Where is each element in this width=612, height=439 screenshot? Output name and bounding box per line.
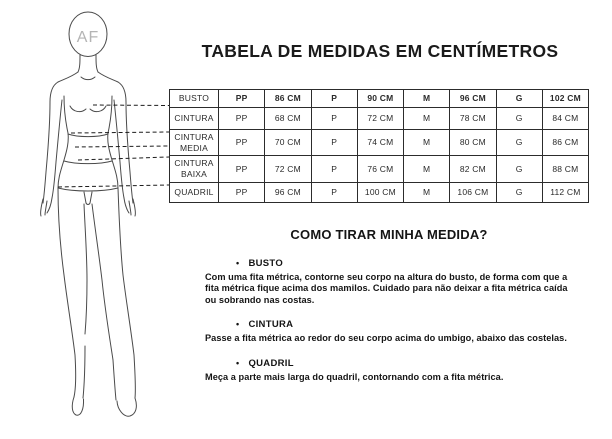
waist-guide-line xyxy=(71,132,169,133)
table-row-busto xyxy=(170,90,589,108)
row-label: CINTURA MEDIA xyxy=(170,130,219,156)
howto-item-cintura xyxy=(205,319,573,344)
value-cell: 96 CM xyxy=(265,183,311,203)
size-cell: P xyxy=(311,183,357,203)
value-cell: 88 CM xyxy=(542,156,588,183)
value-cell: 90 CM xyxy=(357,90,403,108)
value-cell: 82 CM xyxy=(450,156,496,183)
croquis-figure-illustration xyxy=(0,0,200,439)
howto-text: Meça a parte mais larga do quadril, contornando com a fita métrica. xyxy=(205,371,504,382)
howto-text: Com uma fita métrica, contorne seu corpo na altura do busto, de forma com que a fita métrica fique acima dos mamilos. Cuidado para não deixar a fita métrica caída ou sobrando nas costas. xyxy=(205,272,568,305)
size-cell: G xyxy=(496,183,542,203)
hip-guide-line xyxy=(58,185,169,187)
howto-term xyxy=(205,358,573,369)
value-cell: 72 CM xyxy=(265,156,311,183)
table-row-quadril xyxy=(170,183,589,203)
size-cell: M xyxy=(404,130,450,156)
size-cell: PP xyxy=(219,108,265,130)
value-cell: 70 CM xyxy=(265,130,311,156)
size-cell: G xyxy=(496,90,542,108)
howto-term-label: QUADRIL xyxy=(248,357,294,369)
size-cell: M xyxy=(404,183,450,203)
mid-waist-guide-line xyxy=(75,146,169,147)
value-cell: 100 CM xyxy=(357,183,403,203)
size-table-body xyxy=(170,90,589,203)
value-cell: 78 CM xyxy=(450,108,496,130)
measurement-guide-lines xyxy=(58,105,169,187)
size-cell: G xyxy=(496,156,542,183)
howto-term xyxy=(205,258,573,269)
value-cell: 68 CM xyxy=(265,108,311,130)
table-row-cintura xyxy=(170,108,589,130)
howto-term xyxy=(205,319,573,330)
value-cell: 86 CM xyxy=(542,130,588,156)
bust-guide-line xyxy=(93,105,169,106)
table-row-cintura-baixa xyxy=(170,156,589,183)
value-cell: 86 CM xyxy=(265,90,311,108)
value-cell: 112 CM xyxy=(542,183,588,203)
howto-item-busto xyxy=(205,258,573,306)
row-label: CINTURA xyxy=(170,108,219,130)
size-table xyxy=(169,89,589,203)
value-cell: 84 CM xyxy=(542,108,588,130)
low-waist-guide-line xyxy=(78,157,169,160)
bullet-icon: • xyxy=(236,319,240,330)
size-cell: G xyxy=(496,130,542,156)
brand-logo: AF xyxy=(76,29,100,46)
value-cell: 74 CM xyxy=(357,130,403,156)
howto-text: Passe a fita métrica ao redor do seu corpo acima do umbigo, abaixo das costelas. xyxy=(205,333,567,344)
howto-section xyxy=(205,227,573,383)
row-label: BUSTO xyxy=(170,90,219,108)
howto-heading: COMO TIRAR MINHA MEDIDA? xyxy=(290,227,488,242)
size-cell: G xyxy=(496,108,542,130)
howto-term-label: BUSTO xyxy=(248,258,284,269)
value-cell: 106 CM xyxy=(450,183,496,203)
howto-item-quadril xyxy=(205,358,573,383)
table-row-cintura-media xyxy=(170,130,589,156)
bullet-icon: • xyxy=(236,258,240,268)
size-cell: P xyxy=(311,130,357,156)
row-label: CINTURA BAIXA xyxy=(170,156,219,183)
value-cell: 76 CM xyxy=(357,156,403,183)
howto-term-label: CINTURA xyxy=(248,319,294,331)
size-cell: M xyxy=(404,90,450,108)
size-cell: P xyxy=(311,108,357,130)
size-cell: M xyxy=(404,156,450,183)
size-cell: PP xyxy=(219,130,265,156)
size-cell: P xyxy=(311,90,357,108)
size-cell: P xyxy=(311,156,357,183)
value-cell: 96 CM xyxy=(450,90,496,108)
size-cell: M xyxy=(404,108,450,130)
bullet-icon: • xyxy=(236,357,240,368)
value-cell: 72 CM xyxy=(357,108,403,130)
value-cell: 80 CM xyxy=(450,130,496,156)
size-cell: PP xyxy=(219,156,265,183)
page-title: TABELA DE MEDIDAS EM CENTÍMETROS xyxy=(201,41,559,61)
size-cell: PP xyxy=(219,90,265,108)
value-cell: 102 CM xyxy=(542,90,588,108)
size-cell: PP xyxy=(219,183,265,203)
row-label: QUADRIL xyxy=(170,183,219,203)
